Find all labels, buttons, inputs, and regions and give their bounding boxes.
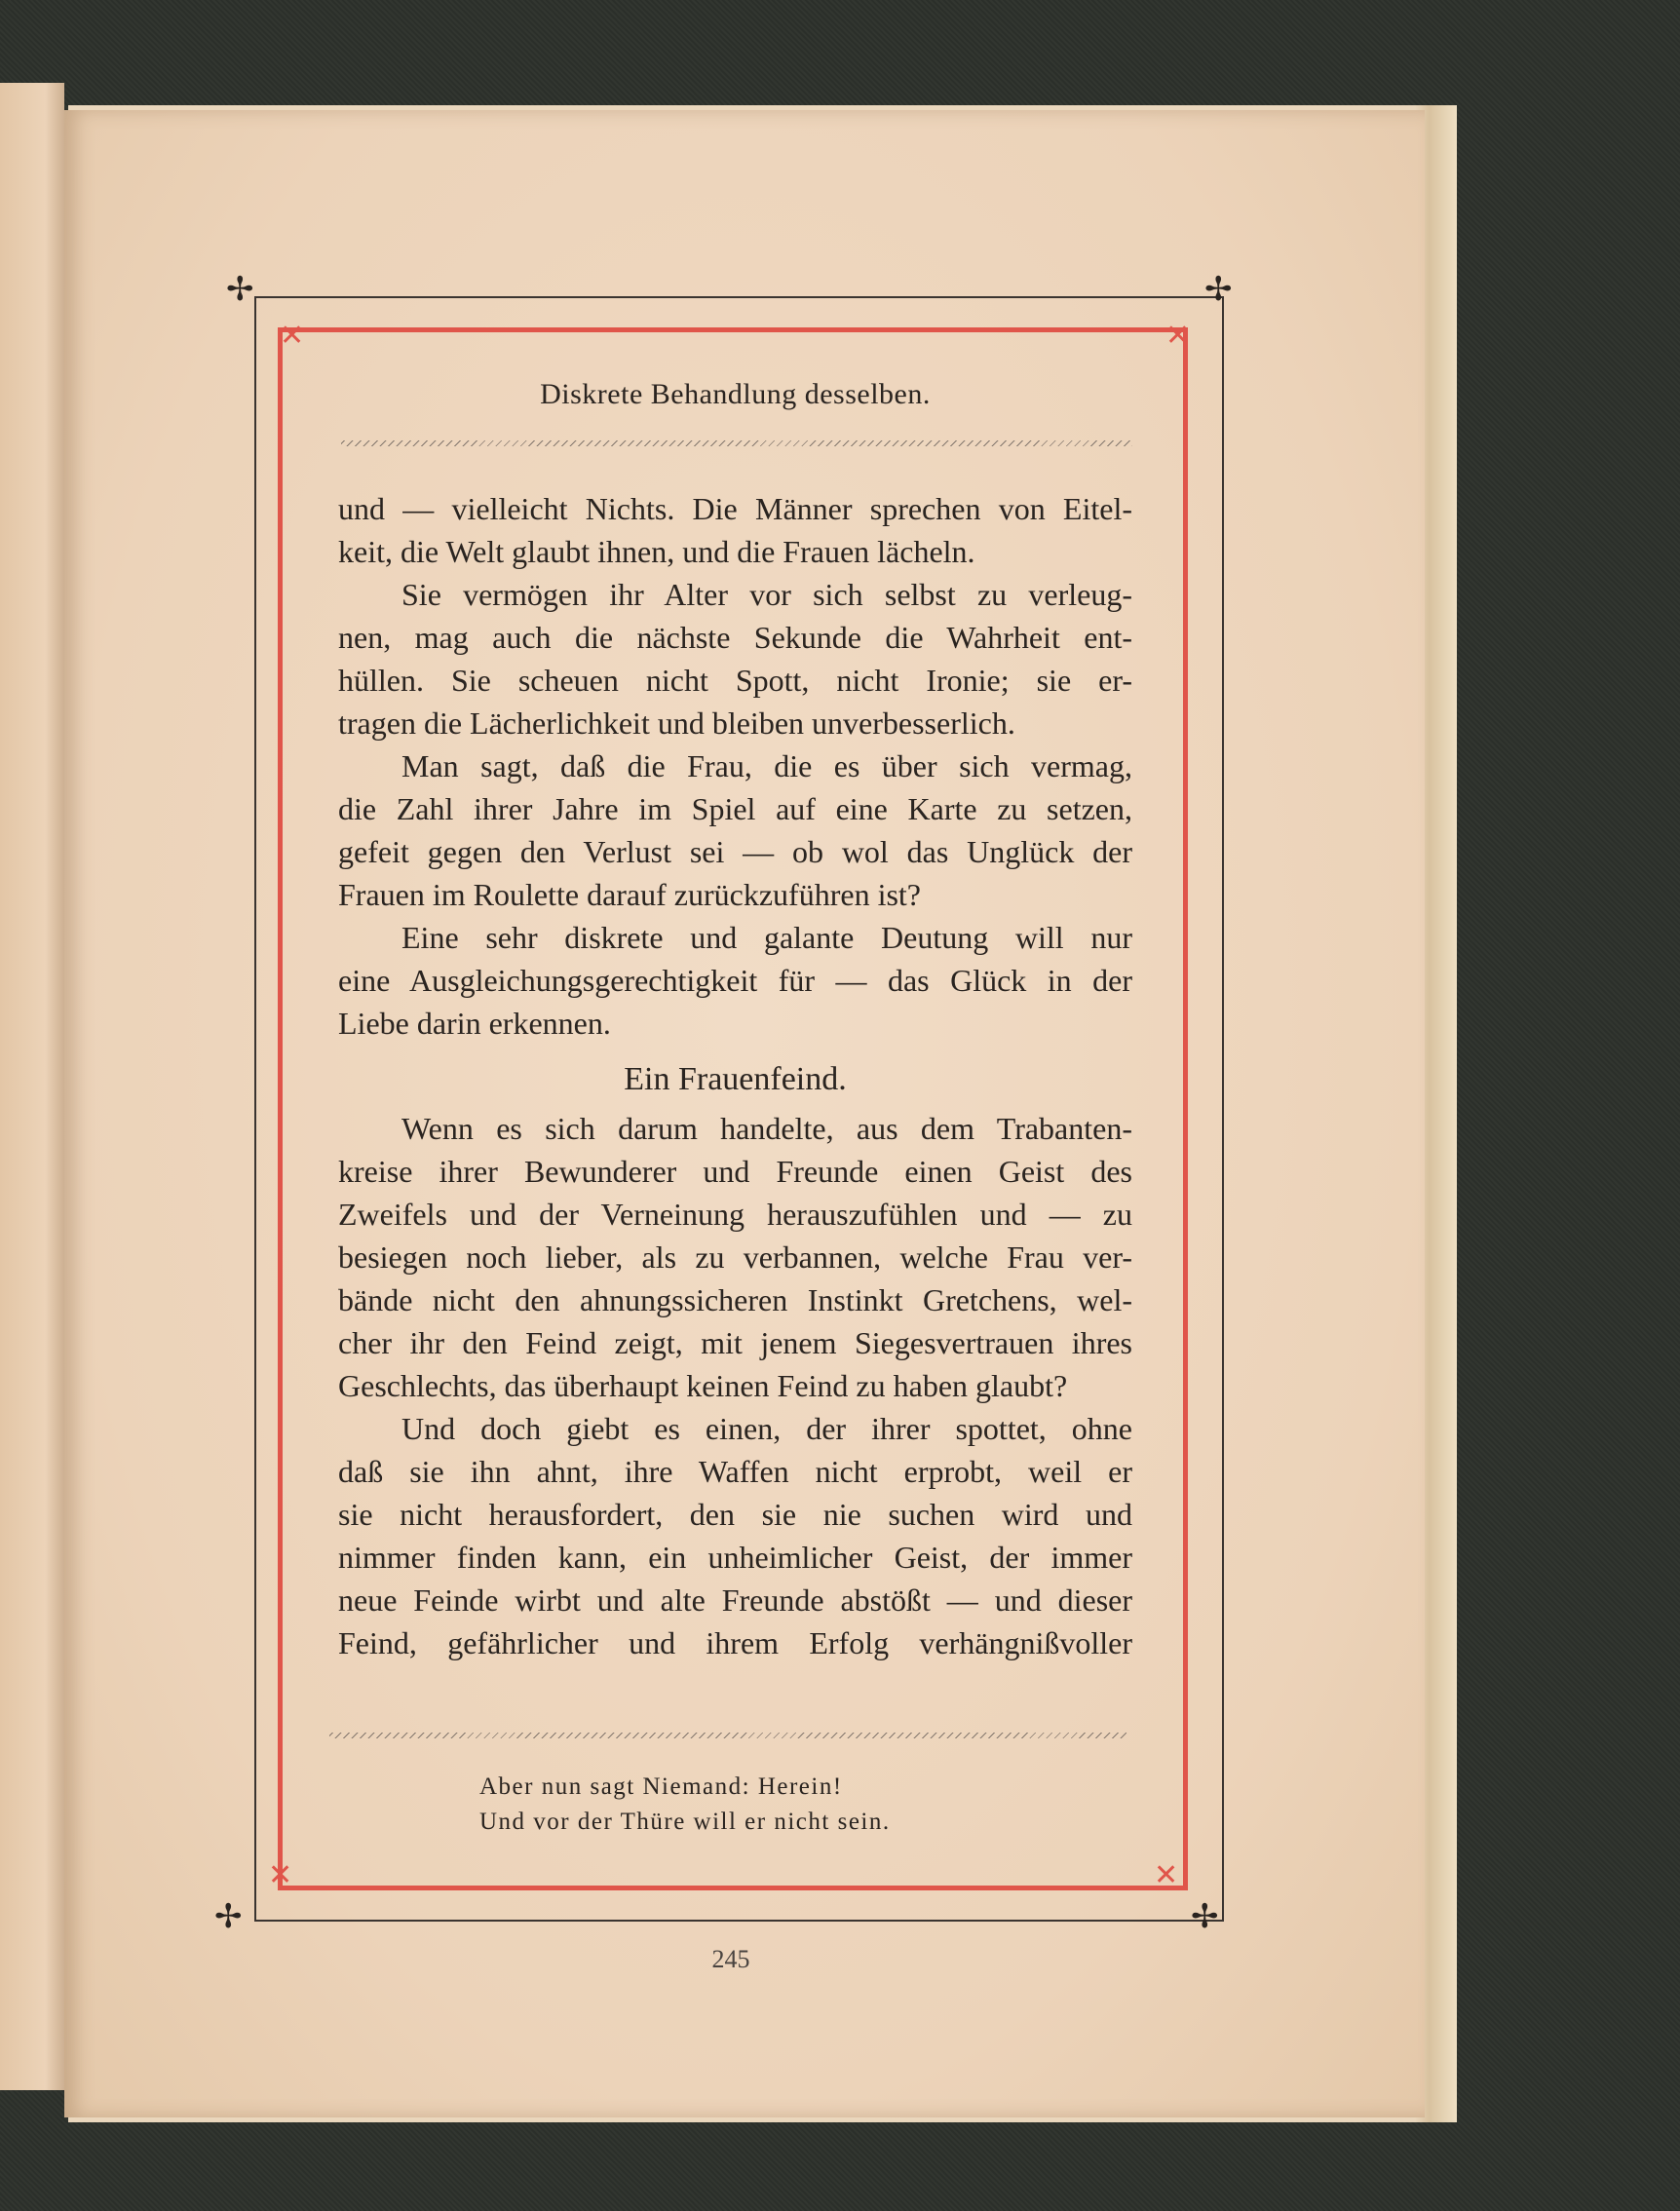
corner-ornament-icon: ✢	[226, 270, 254, 309]
text-line: und — vielleicht Nichts. Die Männer sprechen von Eitel-	[338, 491, 1132, 526]
text-line: Liebe darin erkennen.	[338, 1006, 611, 1041]
corner-x-icon: ✕	[1165, 319, 1191, 353]
corner-ornament-icon: ✢	[1204, 270, 1233, 309]
body-text	[338, 487, 1132, 1664]
corner-ornament-icon: ✢	[214, 1897, 243, 1936]
page-number: 245	[711, 1945, 750, 1973]
text-line: neue Feinde wirbt und alte Freunde abstößt — und dieser	[338, 1582, 1132, 1618]
wavy-rule-top	[341, 440, 1132, 446]
text-line: kreise ihrer Bewunderer und Freunde einen Geist des	[338, 1154, 1132, 1189]
text-line: besiegen noch lieber, als zu verbannen, welche Frau ver-	[338, 1239, 1132, 1275]
running-head: Diskrete Behandlung desselben.	[540, 378, 931, 410]
text-line: cher ihr den Feind zeigt, mit jenem Siegesvertrauen ihres	[338, 1325, 1132, 1360]
text-line: Eine sehr diskrete und galante Deutung will nur	[401, 920, 1132, 955]
footer-verse	[338, 1770, 1132, 1840]
wavy-rule-bottom	[329, 1733, 1126, 1738]
corner-x-icon: ✕	[268, 1858, 293, 1892]
text-line: nimmer finden kann, ein unheimlicher Geist, der immer	[338, 1540, 1132, 1575]
text-line: tragen die Lächerlichkeit und bleiben unverbesserlich.	[338, 705, 1015, 741]
text-line: keit, die Welt glaubt ihnen, und die Frauen lächeln.	[338, 534, 975, 569]
corner-ornament-icon: ✢	[1191, 1897, 1219, 1936]
text-line: Feind, gefährlicher und ihrem Erfolg verhängnißvoller	[338, 1625, 1132, 1660]
text-line: bände nicht den ahnungssicheren Instinkt Gretchens, wel-	[338, 1282, 1132, 1317]
text-line: Und doch giebt es einen, der ihrer spottet, ohne	[401, 1411, 1132, 1446]
text-line: Geschlechts, das überhaupt keinen Feind zu haben glaubt?	[338, 1368, 1068, 1403]
footer-line: Aber nun sagt Niemand: Herein!	[479, 1773, 843, 1800]
text-line: Wenn es sich darum handelte, aus dem Trabanten-	[401, 1111, 1132, 1146]
text-line: daß sie ihn ahnt, ihre Waffen nicht erprobt, weil er	[338, 1454, 1132, 1489]
text-line: Frauen im Roulette darauf zurückzuführen ist?	[338, 877, 921, 912]
text-line: nen, mag auch die nächste Sekunde die Wahrheit ent-	[338, 620, 1132, 655]
text-line: die Zahl ihrer Jahre im Spiel auf eine Karte zu setzen,	[338, 791, 1132, 826]
text-line: hüllen. Sie scheuen nicht Spott, nicht Ironie; sie er-	[338, 663, 1132, 698]
text-line: gefeit gegen den Verlust sei — ob wol das Unglück der	[338, 834, 1132, 869]
text-line: eine Ausgleichungsgerechtigkeit für — das Glück in der	[338, 963, 1132, 998]
corner-x-icon: ✕	[280, 319, 305, 353]
text-line: Man sagt, daß die Frau, die es über sich vermag,	[401, 748, 1132, 783]
footer-line: Und vor der Thüre will er nicht sein.	[479, 1809, 891, 1835]
text-line: Zweifels und der Verneinung herauszufühlen und — zu	[338, 1197, 1132, 1232]
text-line: Sie vermögen ihr Alter vor sich selbst zu verleug-	[401, 577, 1132, 612]
left-page-edge	[0, 83, 64, 2090]
text-line: sie nicht herausfordert, den sie nie suchen wird und	[338, 1497, 1132, 1532]
section-heading: Ein Frauenfeind.	[624, 1061, 847, 1097]
corner-x-icon: ✕	[1154, 1858, 1179, 1892]
